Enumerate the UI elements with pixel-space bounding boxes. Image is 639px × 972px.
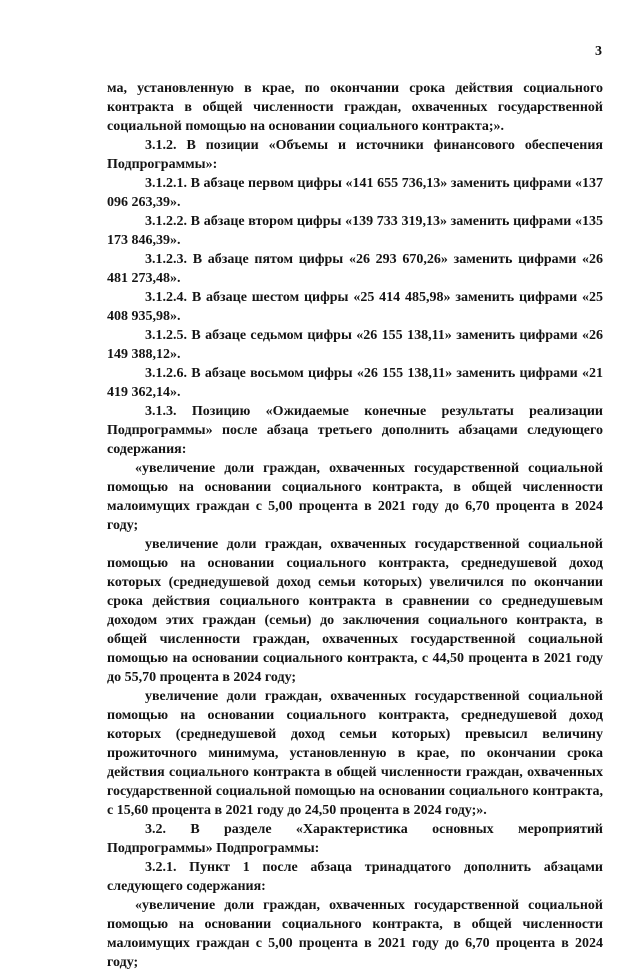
paragraph-3-1-2-4: 3.1.2.4. В абзаце шестом цифры «25 414 485,98» заменить цифрами «25 408 935,98». <box>107 290 603 324</box>
paragraph-quote-4: «увеличение доли граждан, охваченных государственной социальной помощью на основании социального контракта, в общей численности малоимущих граждан с 5,00 процента в 2021 году до 6,70 процента в 2024 году; <box>107 898 603 970</box>
paragraph-3-1-2-5: 3.1.2.5. В абзаце седьмом цифры «26 155 138,11» заменить цифрами «26 149 388,12». <box>107 328 603 362</box>
paragraph-3-1-2-6: 3.1.2.6. В абзаце восьмом цифры «26 155 138,11» заменить цифрами «21 419 362,14». <box>107 366 603 400</box>
paragraph-3-1-2-3: 3.1.2.3. В абзаце пятом цифры «26 293 670,26» заменить цифрами «26 481 273,48». <box>107 252 603 286</box>
paragraph-3-1-2-2: 3.1.2.2. В абзаце втором цифры «139 733 319,13» заменить цифрами «135 173 846,39». <box>107 214 603 248</box>
paragraph-3-2-1: 3.2.1. Пункт 1 после абзаца тринадцатого дополнить абзацами следующего содержания: <box>107 860 603 894</box>
paragraph-quote-3: увеличение доли граждан, охваченных государственной социальной помощью на основании социального контракта, среднедушевой доход которых (среднедушевой доход семьи которых) превысил величину прожиточного минимума, установленную в крае, по окончании срока действия социального контракта в общей численности граждан, охваченных государственной социальной помощью на основании социального контракта, с 15,60 процента в 2021 году до 24,50 процента в 2024 году;». <box>107 689 603 818</box>
paragraph-quote-1: «увеличение доли граждан, охваченных государственной социальной помощью на основании социального контракта, в общей численности малоимущих граждан с 5,00 процента в 2021 году до 6,70 процента в 2024 году; <box>107 461 603 533</box>
document-body <box>107 79 603 972</box>
paragraph-3-1-2-1: 3.1.2.1. В абзаце первом цифры «141 655 736,13» заменить цифрами «137 096 263,39». <box>107 176 603 210</box>
paragraph-continuation: ма, установленную в крае, по окончании срока действия социального контракта в общей численности граждан, охваченных государственной социальной помощью на основании социального контракта;». <box>107 81 603 134</box>
page-number: 3 <box>595 44 602 59</box>
paragraph-quote-2: увеличение доли граждан, охваченных государственной социальной помощью на основании социального контракта, среднедушевой доход которых (среднедушевой доход семьи которых) увеличился по окончании срока действия социального контракта в сравнении со среднедушевым доходом этих граждан (семьи) до заключения социального контракта, в общей численности граждан, охваченных государственной социальной помощью на основании социального контракта, с 44,50 процента в 2021 году до 55,70 процента в 2024 году; <box>107 537 603 685</box>
paragraph-3-2: 3.2. В разделе «Характеристика основных мероприятий Подпрограммы» Подпрограммы: <box>107 822 603 856</box>
paragraph-3-1-3: 3.1.3. Позицию «Ожидаемые конечные результаты реализации Подпрограммы» после абзаца третьего дополнить абзацами следующего содержания: <box>107 404 603 457</box>
paragraph-3-1-2: 3.1.2. В позиции «Объемы и источники финансового обеспечения Подпрограммы»: <box>107 138 603 172</box>
